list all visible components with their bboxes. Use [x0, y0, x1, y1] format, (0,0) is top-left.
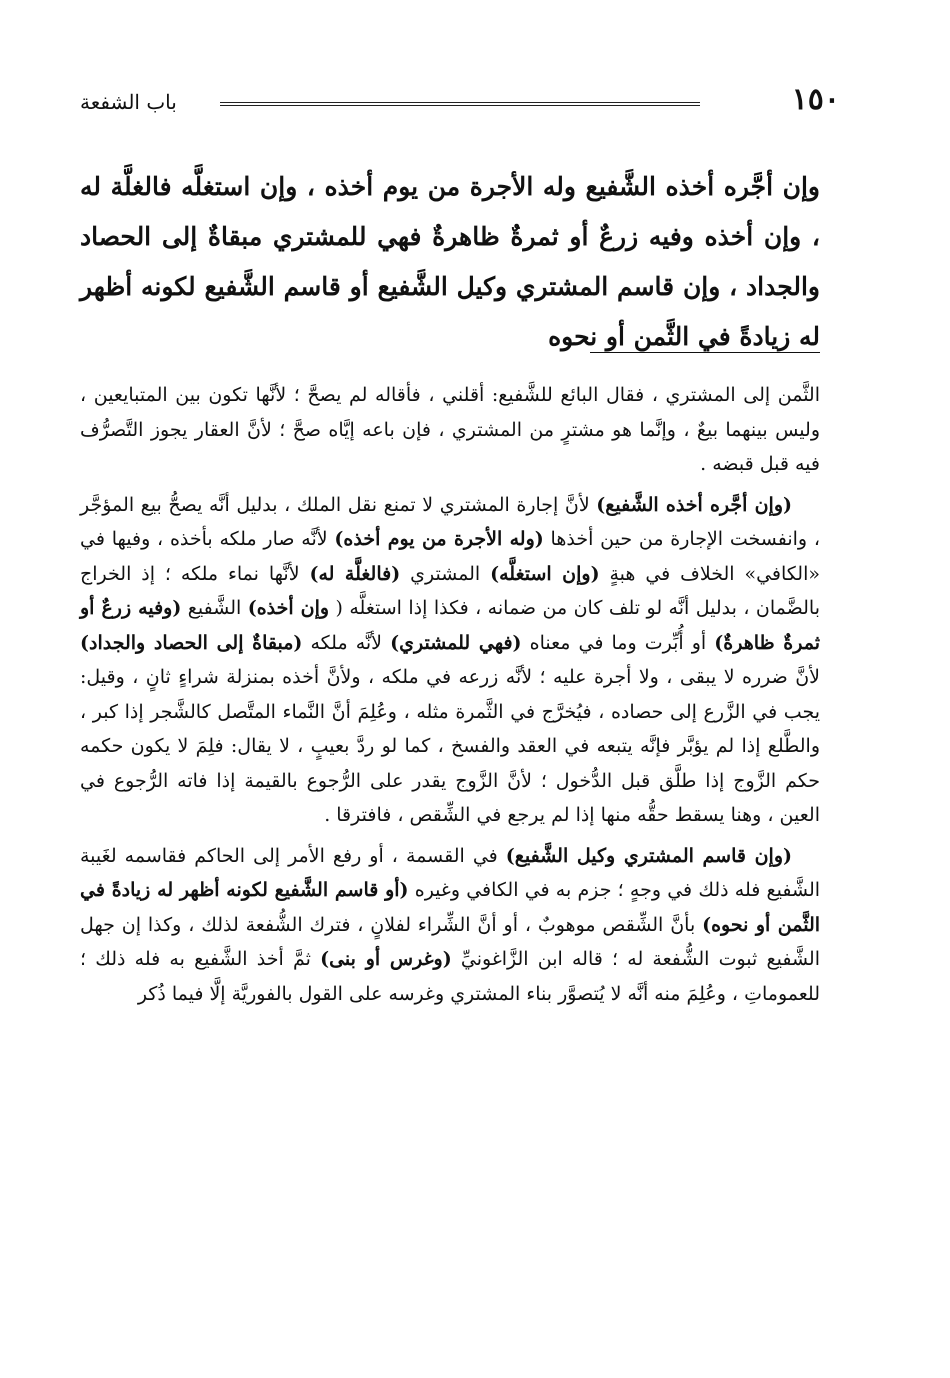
commentary-segment: المشتري	[400, 562, 491, 585]
commentary-segment: بأنَّ الشِّقص موهوبٌ ، أو أنَّ الشِّراء لفلانٍ ، فترك الشُّفعة لذلك ، وكذا إن جهل الشَّفيع ثبوت الشُّفعة له ؛ قاله ابن الزَّاغونيِّ	[80, 913, 820, 970]
commentary-text	[80, 378, 820, 1017]
quoted-matn-segment: (وإن قاسم المشتري وكيل الشَّفيع)	[505, 844, 792, 867]
commentary-segment: ثمَّ أخذ الشَّفيع به فله ذلك ؛ للعموماتِ ، وعُلِمَ منه أنَّه لا يُتصوَّر بناء المشتري وغرسه على القول بالفوريَّة إلَّا فيما ذُكر	[80, 948, 820, 1005]
commentary-segment: لأنَّ ضرره لا يبقى ، ولا أجرة عليه ؛ لأنَّه زرعه في ملكه ، ولأنَّ أخذه بمنزلة شراءٍ ثانٍ ، وقيل: يجب في الزَّرع إلى حصاده ، فيُخرَّج في الثَّمرة مثله ، وعُلِمَ أنَّ النَّماء المتَّصل كالشَّجر إذا كبر ، والطَّلع إذا لم يؤبَّر فإنَّه يتبعه في العقد والفسخ ، كما لو ردَّ بعيبٍ ، لا يقال: فلِمَ لا يكون حكمه حكم الزَّوج إذا طلَّق قبل الدُّخول ؛ لأنَّ الزَّوج يقدر على الرُّجوع بالقيمة إذا فاته الرُّجوع في العين ، وهنا يسقط حقُّه منها إذا لم يرجع في الشِّقص ، فافترقا .	[80, 666, 820, 826]
commentary-segment: لأنَّه ملكه	[302, 631, 391, 654]
quoted-matn-segment: (وغرس أو بنى)	[320, 948, 452, 970]
matn-text	[80, 162, 820, 362]
quoted-matn-segment: (أو قاسم الشَّفيع لكونه أظهر له زيادةً في الثَّمن أو نحوه)	[80, 879, 821, 936]
quoted-matn-segment: (مبقاةٌ إلى الحصاد والجداد)	[80, 631, 303, 654]
commentary-segment: لأنَّها نماء ملكه ؛ إذ الخراج بالضَّمان ، بدليل أنَّه لو تلف كان من ضمانه ، فكذا إذا استغلَّه (	[80, 562, 820, 619]
quoted-matn-segment: (فهي للمشتري)	[390, 631, 522, 654]
commentary-segment: لأنَّه صار ملكه بأخذه ، وفيها في «الكافي» الخلاف في هبةٍ	[80, 528, 820, 585]
matn-line: وإن أجَّره أخذه الشَّفيع وله الأجرة من يوم أخذه ، وإن استغلَّه فالغلَّة له ، وإن أخذه وفيه زرعٌ أو ثمرةٌ ظاهرةٌ فهي للمشتري مبقاةٌ إلى الحصاد والجداد ، وإن قاسم المشتري وكيل الشَّفيع أو قاسم الشَّفيع لكونه أظهر له زيادةً في الثَّمن أو نحوه	[80, 172, 820, 351]
header-rule	[220, 102, 700, 106]
commentary-paragraph	[80, 839, 820, 1012]
quoted-matn-segment: (وإن استغلَّه)	[490, 562, 600, 585]
commentary-paragraph	[80, 488, 820, 833]
quoted-matn-segment: (وفيه زرعٌ أو ثمرةٌ ظاهرةٌ)	[80, 597, 821, 654]
chapter-title: باب الشفعة	[80, 90, 177, 114]
page-number: ١٥٠	[791, 82, 840, 117]
commentary-paragraph	[80, 378, 820, 482]
quoted-matn-segment: (وله الأجرة من يوم أخذه)	[334, 528, 544, 550]
commentary-segment: لأنَّ إجارة المشتري لا تمنع نقل الملك ، بدليل أنَّه يصحُّ بيع المؤجَّر ، وانفسخت الإجارة من حين أخذها	[80, 493, 820, 550]
commentary-segment: الشَّفيع	[181, 597, 248, 619]
quoted-matn-segment: وإن أخذه)	[247, 597, 330, 619]
quoted-matn-segment: (وإن أجَّره أخذه الشَّفيع)	[596, 493, 792, 516]
commentary-segment: الثَّمن إلى المشتري ، فقال البائع للشَّفيع: أقلني ، فأقاله لم يصحَّ ؛ لأنَّها تكون بين المتبايعين ، وليس بينهما بيعٌ ، وإنَّما هو مشترٍ من المشتري ، فإن باعه إيَّاه صحَّ ؛ لأنَّ العقار يجوز التَّصرُّف فيه قبل قبضه .	[80, 384, 820, 475]
quoted-matn-segment: (فالغلَّة له)	[309, 562, 401, 585]
commentary-segment: في القسمة ، أو رفع الأمر إلى الحاكم فقاسمه لغَيبة الشَّفيع فله ذلك في وجهٍ ؛ جزم به في الكافي وغيره	[80, 844, 821, 901]
matn-separator-rule	[590, 352, 820, 353]
commentary-segment: أو أُبِّرت وما في معناه	[521, 631, 715, 654]
page-header	[80, 82, 840, 122]
